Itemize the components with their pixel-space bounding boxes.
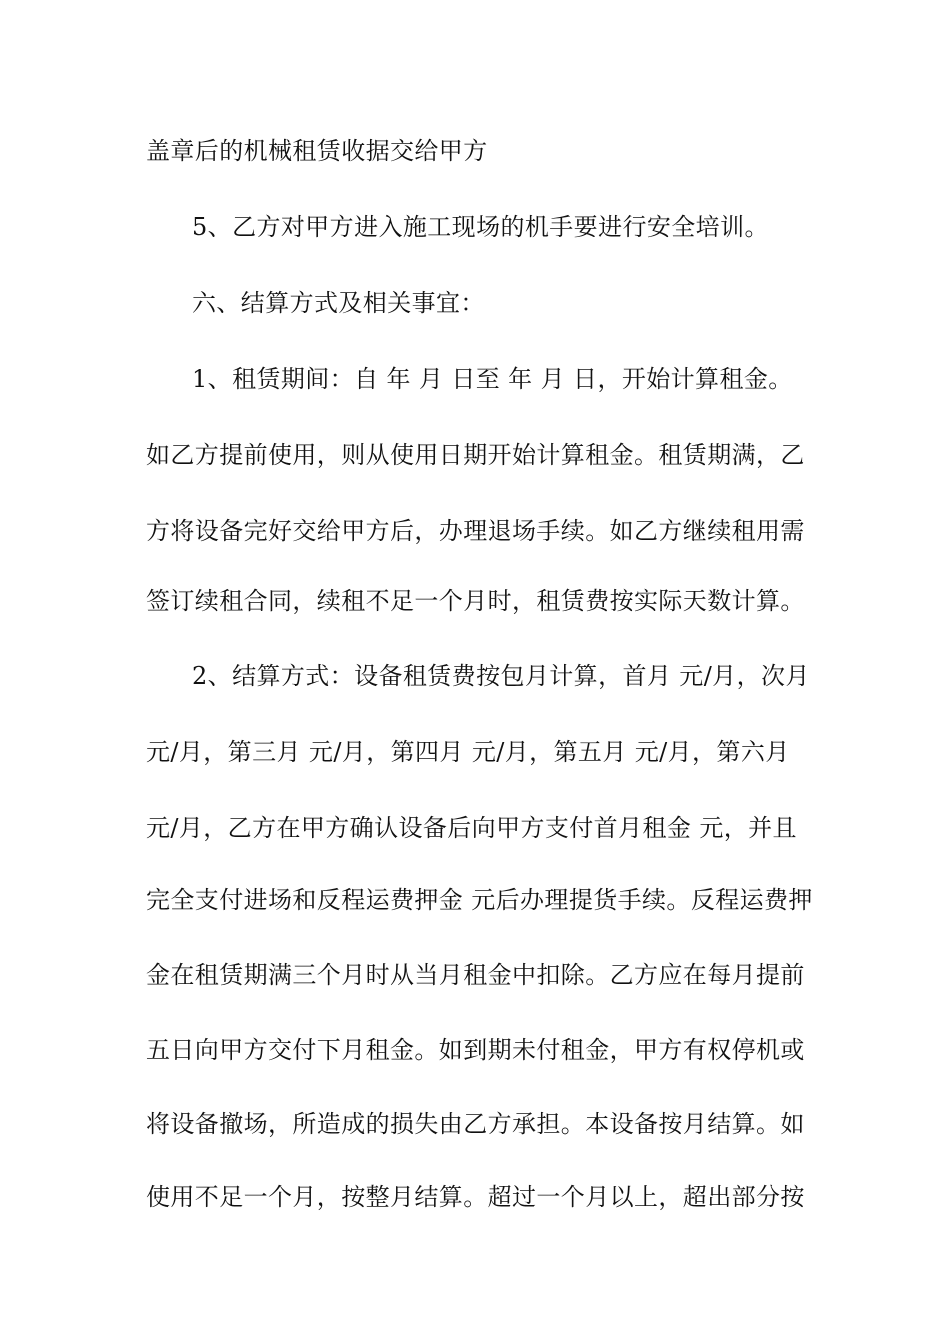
text-line: 使用不足一个月，按整月结算。超过一个月以上，超出部分按	[146, 1183, 805, 1211]
text-line: 盖章后的机械租赁收据交给甲方	[146, 137, 488, 165]
text-line: 方将设备完好交给甲方后，办理退场手续。如乙方继续租用需	[146, 517, 805, 545]
text-line: 元/月，乙方在甲方确认设备后向甲方支付首月租金 元，并且	[146, 814, 797, 842]
text-line: 5、乙方对甲方进入施工现场的机手要进行安全培训。	[192, 213, 769, 241]
text-line: 五日向甲方交付下月租金。如到期未付租金，甲方有权停机或	[146, 1036, 805, 1064]
text-line: 将设备撤场，所造成的损失由乙方承担。本设备按月结算。如	[146, 1110, 805, 1138]
text-line: 金在租赁期满三个月时从当月租金中扣除。乙方应在每月提前	[146, 961, 805, 989]
text-line: 元/月，第三月 元/月，第四月 元/月，第五月 元/月，第六月	[146, 738, 790, 766]
text-line: 如乙方提前使用，则从使用日期开始计算租金。租赁期满，乙	[146, 441, 805, 469]
section-heading: 六、结算方式及相关事宜：	[192, 289, 485, 317]
text-line: 签订续租合同，续租不足一个月时，租赁费按实际天数计算。	[146, 587, 805, 615]
text-line: 2、结算方式：设备租赁费按包月计算，首月 元/月，次月	[192, 662, 810, 690]
text-line: 1、租赁期间：自 年 月 日至 年 月 日，开始计算租金。	[192, 365, 793, 393]
text-line: 完全支付进场和反程运费押金 元后办理提货手续。反程运费押	[146, 886, 813, 914]
